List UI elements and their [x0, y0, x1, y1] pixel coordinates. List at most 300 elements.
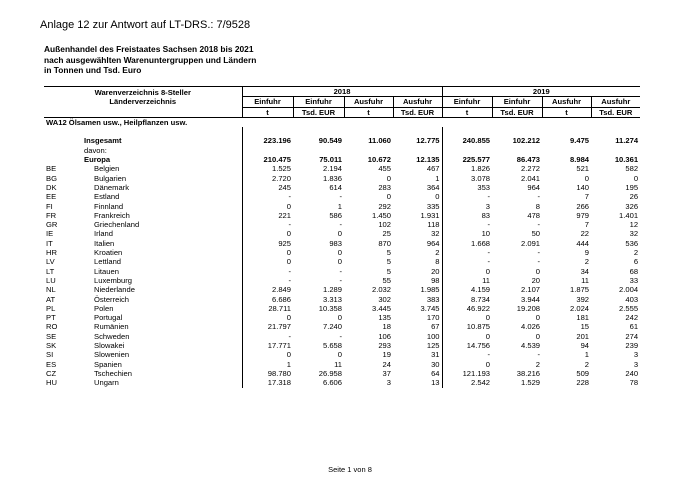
value-cell: 964	[426, 238, 440, 248]
value-cell: 5.658	[322, 341, 342, 351]
value-cell: 1.525	[242, 164, 293, 173]
value-cell: 353	[442, 183, 492, 192]
country-name: Irland	[94, 229, 113, 239]
value-cell: 10	[442, 229, 492, 238]
value-cell: 283	[378, 182, 391, 192]
value-cell: 0	[535, 266, 541, 276]
value-cell: 964	[527, 182, 541, 192]
value-cell: 0	[242, 229, 293, 238]
column-label	[44, 87, 242, 108]
unit-header: t	[344, 107, 393, 117]
value-cell: 293	[378, 341, 391, 351]
value-cell: 1.289	[322, 285, 342, 295]
section-row	[44, 117, 640, 127]
value-cell: -	[242, 276, 293, 285]
header-row-years	[44, 87, 640, 97]
value-cell: 25	[382, 229, 391, 239]
table-row	[44, 295, 640, 304]
value-cell: 326	[625, 201, 639, 211]
value-cell: 22	[580, 229, 590, 239]
country-code: SI	[46, 350, 54, 360]
value-cell: -	[537, 257, 541, 267]
value-cell: 32	[431, 229, 440, 239]
country-code: IE	[46, 229, 54, 239]
table-row	[44, 378, 640, 387]
value-cell: 2.107	[521, 285, 541, 295]
value-cell: 61	[629, 322, 639, 332]
value-cell: 7.240	[322, 322, 342, 332]
total-row	[44, 136, 640, 145]
value-cell: 37	[382, 368, 391, 378]
value-cell: 17.318	[242, 378, 293, 387]
table-row	[44, 313, 640, 322]
value-cell: 90.549	[318, 136, 342, 146]
value-cell: 364	[426, 182, 440, 192]
value-cell: 181	[576, 313, 590, 323]
country-name: Belgien	[94, 164, 120, 174]
country-code: NL	[46, 285, 56, 295]
value-cell: 240	[625, 368, 639, 378]
value-cell: 12	[629, 220, 639, 230]
value-cell: 0	[242, 350, 293, 359]
davon-label: davon:	[84, 145, 107, 155]
value-cell: 2.272	[521, 164, 541, 174]
table-row	[44, 211, 640, 220]
value-cell: 10.672	[367, 155, 391, 165]
document-header: Anlage 12 zur Antwort auf LT-DRS.: 7/9528	[40, 19, 251, 31]
value-cell: 4.026	[521, 322, 541, 332]
value-cell: 2.542	[442, 378, 492, 387]
column-header: Ausfuhr	[344, 97, 393, 107]
table-row	[44, 322, 640, 331]
value-cell: 586	[329, 210, 342, 220]
column-header: Ausfuhr	[542, 97, 591, 107]
country-name: Dänemark	[94, 182, 130, 192]
value-cell: 2.032	[371, 285, 391, 295]
value-cell: 14.756	[442, 341, 492, 350]
country-code: DK	[46, 182, 57, 192]
value-cell: 223.196	[242, 136, 293, 145]
value-cell: 1	[337, 201, 342, 211]
table-row	[44, 304, 640, 313]
value-cell: 1.836	[322, 173, 342, 183]
country-name: Litauen	[94, 266, 119, 276]
value-cell: 140	[576, 182, 590, 192]
value-cell: 5	[386, 248, 391, 258]
table-row	[44, 192, 640, 201]
europe-label: Europa	[84, 155, 111, 165]
value-cell: 7	[584, 220, 590, 230]
unit-header: t	[542, 107, 591, 117]
value-cell: 26.958	[318, 368, 342, 378]
value-cell: 19.208	[516, 303, 541, 313]
value-cell: 240.855	[442, 136, 492, 145]
value-cell: 10.361	[614, 155, 639, 165]
value-cell: 0	[386, 192, 391, 202]
value-cell: 67	[431, 322, 440, 332]
value-cell: 102	[378, 220, 391, 230]
country-code: HU	[46, 378, 57, 388]
value-cell: 6.606	[322, 378, 342, 388]
value-cell: -	[242, 192, 293, 201]
country-code: LU	[46, 275, 56, 285]
value-cell: 221	[242, 211, 293, 220]
country-name: Bulgarien	[94, 173, 127, 183]
value-cell: 34	[580, 266, 590, 276]
unit-header: Tsd. EUR	[492, 107, 542, 117]
value-cell: 21.797	[242, 322, 293, 331]
value-cell: 78	[629, 378, 639, 388]
value-cell: 121.193	[442, 369, 492, 378]
value-cell: 245	[242, 183, 293, 192]
value-cell: 3	[633, 359, 639, 369]
value-cell: 0	[337, 257, 342, 267]
country-name: Slowakei	[94, 341, 125, 351]
value-cell: 0	[435, 192, 440, 202]
column-header: Ausfuhr	[393, 97, 442, 107]
value-cell: 55	[382, 275, 391, 285]
value-cell: 13	[431, 378, 440, 388]
value-cell: 9	[584, 248, 590, 258]
value-cell: 68	[629, 266, 639, 276]
value-cell: 32	[629, 229, 639, 239]
value-cell: 106	[378, 331, 391, 341]
value-cell: 3	[633, 350, 639, 360]
value-cell: 2	[435, 248, 440, 258]
value-cell: -	[442, 248, 492, 257]
country-name: Tschechien	[94, 368, 132, 378]
value-cell: 2.849	[242, 285, 293, 294]
value-cell: 392	[576, 294, 590, 304]
value-cell: 0	[535, 313, 541, 323]
year-2018: 2018	[242, 87, 442, 97]
value-cell: 2.004	[619, 285, 639, 295]
country-code: IT	[46, 238, 53, 248]
value-cell: 1	[242, 360, 293, 369]
country-code: LT	[46, 266, 55, 276]
value-cell: 0	[442, 267, 492, 276]
value-cell: -	[537, 220, 541, 230]
value-cell: 6	[633, 257, 639, 267]
table-title	[44, 44, 256, 76]
table-row	[44, 360, 640, 369]
country-name: Estland	[94, 192, 120, 202]
year-2019: 2019	[442, 87, 640, 97]
column-header: Einfuhr	[442, 97, 492, 107]
europe-row	[44, 155, 640, 164]
value-cell: 86.473	[516, 155, 541, 165]
trade-table	[44, 86, 640, 388]
value-cell: 870	[378, 238, 391, 248]
value-cell: 403	[625, 294, 639, 304]
table-row	[44, 164, 640, 173]
value-cell: 6.686	[242, 295, 293, 304]
value-cell: 2	[535, 359, 541, 369]
country-name: Rumänien	[94, 322, 129, 332]
value-cell: 210.475	[242, 155, 293, 164]
value-cell: 4.159	[442, 285, 492, 294]
column-header: Einfuhr	[492, 97, 542, 107]
value-cell: -	[537, 192, 541, 202]
value-cell: 0	[442, 313, 492, 322]
value-cell: 2	[584, 359, 590, 369]
value-cell: -	[442, 192, 492, 201]
value-cell: -	[242, 332, 293, 341]
value-cell: 10.358	[318, 303, 342, 313]
value-cell: 509	[576, 368, 590, 378]
value-cell: 20	[531, 275, 541, 285]
value-cell: 0	[584, 173, 590, 183]
value-cell: 0	[337, 229, 342, 239]
section-title: WA12 Ölsamen usw., Heilpflanzen usw.	[46, 117, 188, 127]
country-name: Kroatien	[94, 248, 123, 258]
column-label-line-2: Länderverzeichnis	[109, 97, 177, 107]
table-row	[44, 183, 640, 192]
value-cell: -	[339, 266, 342, 276]
country-code: GR	[46, 220, 58, 230]
value-cell: 15	[580, 322, 590, 332]
table-row	[44, 341, 640, 350]
country-name: Lettland	[94, 257, 122, 267]
value-cell: 8	[535, 201, 541, 211]
header-row-units	[44, 107, 640, 117]
value-cell: 83	[442, 211, 492, 220]
value-cell: 195	[625, 182, 639, 192]
country-name: Spanien	[94, 359, 122, 369]
title-line-2: nach ausgewählten Warenuntergruppen und Ländern	[44, 54, 257, 65]
title-line-1: Außenhandel des Freistaates Sachsen 2018 bis 2021	[44, 44, 254, 54]
value-cell: 20	[431, 266, 440, 276]
value-cell: 0	[242, 257, 293, 266]
value-cell: 125	[426, 341, 440, 351]
value-cell: 0	[242, 313, 293, 322]
table-row	[44, 202, 640, 211]
unit-header: Tsd. EUR	[591, 107, 640, 117]
value-cell: 9.475	[570, 136, 590, 146]
value-cell: 102.212	[512, 136, 541, 146]
country-name: Polen	[94, 303, 114, 313]
country-name: Griechenland	[94, 220, 140, 230]
country-code: BE	[46, 164, 57, 174]
column-label-line-1: Warenverzeichnis 8-Steller	[94, 88, 191, 98]
value-cell: 46.922	[442, 304, 492, 313]
value-cell: 0	[535, 331, 541, 341]
value-cell: -	[242, 220, 293, 229]
value-cell: 201	[576, 331, 590, 341]
column-header: Ausfuhr	[591, 97, 640, 107]
table-row	[44, 257, 640, 266]
country-code: BG	[46, 173, 57, 183]
value-cell: 2	[633, 248, 639, 258]
title-line-3: in Tonnen und Tsd. Euro	[44, 65, 142, 75]
table-row	[44, 369, 640, 378]
value-cell: -	[537, 248, 541, 258]
value-cell: 266	[576, 201, 590, 211]
table-row	[44, 248, 640, 257]
value-cell: 0	[633, 173, 639, 183]
country-name: Österreich	[94, 294, 130, 304]
value-cell: 242	[625, 313, 639, 323]
value-cell: 118	[427, 220, 440, 230]
value-cell: 1	[584, 350, 590, 360]
table-row	[44, 267, 640, 276]
value-cell: -	[442, 257, 492, 266]
value-cell: 11	[581, 275, 590, 285]
value-cell: 33	[629, 275, 639, 285]
value-cell: 1.931	[420, 210, 440, 220]
value-cell: 302	[378, 294, 391, 304]
value-cell: 521	[576, 164, 590, 174]
value-cell: -	[339, 275, 342, 285]
table-row	[44, 239, 640, 248]
unit-header: t	[442, 107, 492, 117]
value-cell: 94	[580, 341, 590, 351]
value-cell: 3	[386, 378, 391, 388]
value-cell: 19	[382, 350, 391, 360]
value-cell: 100	[426, 331, 440, 341]
value-cell: 2.024	[570, 303, 590, 313]
value-cell: 4.539	[521, 341, 541, 351]
value-cell: 0	[242, 248, 293, 257]
value-cell: 2.194	[322, 164, 342, 174]
value-cell: 17.771	[242, 341, 293, 350]
davon-row	[44, 146, 640, 155]
table-row	[44, 350, 640, 359]
country-name: Frankreich	[94, 210, 130, 220]
value-cell: 3.745	[420, 303, 440, 313]
country-code: LV	[46, 257, 55, 267]
column-header: Einfuhr	[242, 97, 293, 107]
value-cell: 0	[442, 360, 492, 369]
value-cell: -	[537, 350, 541, 360]
value-cell: 3	[442, 202, 492, 211]
country-code: PT	[46, 313, 56, 323]
value-cell: 0	[442, 332, 492, 341]
value-cell: 26	[629, 192, 639, 202]
unit-header: Tsd. EUR	[393, 107, 442, 117]
value-cell: 2.091	[521, 238, 541, 248]
value-cell: 1.529	[521, 378, 541, 388]
value-cell: 11	[334, 359, 342, 369]
value-cell: 239	[625, 341, 639, 351]
value-cell: 228	[576, 378, 590, 388]
value-cell: 2.041	[521, 173, 541, 183]
value-cell: 274	[625, 331, 639, 341]
value-cell: 225.577	[442, 155, 492, 164]
value-cell: -	[442, 220, 492, 229]
total-label: Insgesamt	[84, 136, 122, 146]
value-cell: -	[339, 331, 342, 341]
country-name: Niederlande	[94, 285, 135, 295]
value-cell: 135	[378, 313, 391, 323]
value-cell: 478	[527, 210, 541, 220]
unit-header: t	[242, 107, 293, 117]
value-cell: 0	[337, 248, 342, 258]
value-cell: 11.060	[368, 136, 391, 146]
table-row	[44, 332, 640, 341]
value-cell: 98	[431, 275, 440, 285]
value-cell: 582	[625, 164, 639, 174]
value-cell: 8.984	[570, 155, 590, 165]
value-cell: 12.135	[416, 155, 440, 165]
value-cell: 335	[426, 201, 440, 211]
value-cell: 75.011	[319, 155, 342, 165]
country-code: HR	[46, 248, 57, 258]
value-cell: 28.711	[242, 304, 293, 313]
value-cell: 0	[337, 313, 342, 323]
value-cell: 7	[584, 192, 590, 202]
value-cell: 3.944	[521, 294, 541, 304]
country-name: Ungarn	[94, 378, 119, 388]
value-cell: 1.668	[442, 239, 492, 248]
value-cell: 2.720	[242, 174, 293, 183]
value-cell: 11.274	[615, 136, 639, 146]
value-cell: 24	[382, 359, 391, 369]
value-cell: 18	[382, 322, 391, 332]
value-cell: -	[339, 220, 342, 230]
country-code: SK	[46, 341, 57, 351]
country-code: SE	[46, 331, 57, 341]
country-name: Slowenien	[94, 350, 130, 360]
value-cell: 3.313	[322, 294, 342, 304]
country-code: PL	[46, 303, 56, 313]
value-cell: 11	[442, 276, 492, 285]
value-cell: 1.875	[570, 285, 590, 295]
value-cell: 64	[431, 368, 440, 378]
value-cell: 50	[531, 229, 541, 239]
value-cell: 38.216	[516, 368, 541, 378]
country-code: AT	[46, 294, 56, 304]
value-cell: 1.401	[619, 210, 639, 220]
value-cell: 10.875	[442, 322, 492, 331]
country-name: Finnland	[94, 201, 124, 211]
value-cell: 5	[386, 257, 391, 267]
country-code: ES	[46, 359, 57, 369]
country-code: CZ	[46, 368, 57, 378]
value-cell: -	[442, 350, 492, 359]
column-header: Einfuhr	[293, 97, 344, 107]
value-cell: 31	[431, 350, 440, 360]
value-cell: 1.826	[442, 164, 492, 173]
country-code: EE	[46, 192, 57, 202]
value-cell: 12.775	[416, 136, 440, 146]
value-cell: 2.555	[619, 303, 639, 313]
value-cell: 30	[431, 359, 440, 369]
table-row	[44, 229, 640, 238]
value-cell: 1.450	[371, 210, 391, 220]
value-cell: 614	[329, 182, 342, 192]
table-row	[44, 285, 640, 294]
table-row	[44, 220, 640, 229]
value-cell: 3.445	[371, 303, 391, 313]
value-cell: 3.078	[442, 174, 492, 183]
value-cell: 444	[576, 238, 590, 248]
value-cell: 5	[386, 266, 391, 276]
value-cell: 0	[386, 173, 391, 183]
value-cell: 979	[576, 210, 590, 220]
value-cell: 8	[435, 257, 440, 267]
value-cell: 98.780	[242, 369, 293, 378]
country-code: RO	[46, 322, 58, 332]
value-cell: 0	[242, 202, 293, 211]
table-row	[44, 174, 640, 183]
value-cell: 2	[584, 257, 590, 267]
country-name: Italien	[94, 238, 115, 248]
value-cell: 983	[329, 238, 342, 248]
value-cell: 383	[426, 294, 440, 304]
value-cell: 1.985	[420, 285, 440, 295]
country-code: FI	[46, 201, 53, 211]
